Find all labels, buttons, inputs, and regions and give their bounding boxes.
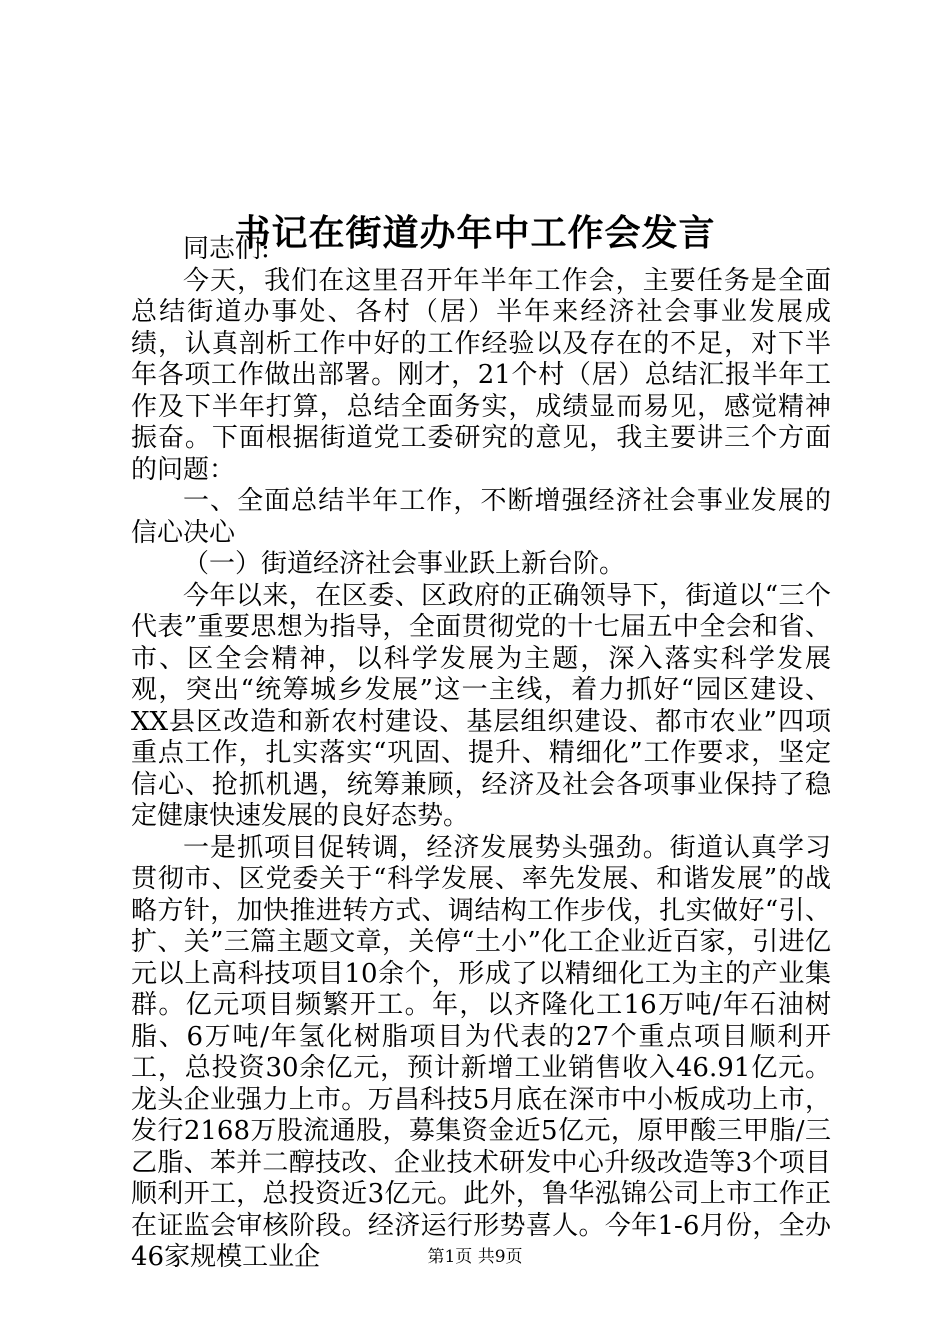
page-footer: 第1页 共9页: [427, 1247, 523, 1267]
salutation: 同志们:: [183, 234, 270, 264]
document-title: 书记在街道办年中工作会发言: [234, 212, 716, 255]
subsection-heading-1: （一）街道经济社会事业跃上新台阶。: [183, 549, 626, 579]
section-heading-1: 一、全面总结半年工作，不断增强经济社会事业发展的信心决心: [131, 486, 831, 548]
paragraph-intro: 今天，我们在这里召开年半年工作会，主要任务是全面总结街道办事处、各村（居）半年来经济社会事业发展成绩，认真剖析工作中好的工作经验以及存在的不足，对下半年各项工作做出部署。刚才，21个村（居）总结汇报半年工作及下半年打算，总结全面务实，成绩显而易见，感觉精神振奋。下面根据街道党工委研究的意见，我主要讲三个方面的问题：: [131, 265, 831, 485]
paragraph-overview: 今年以来，在区委、区政府的正确领导下，街道以“三个代表”重要思想为指导，全面贯彻党的十七届五中全会和省、市、区全会精神，以科学发展为主题，深入落实科学发展观，突出“统筹城乡发展”这一主线，着力抓好“园区建设、XX县区改造和新农村建设、基层组织建设、都市农业”四项重点工作，扎实落实“巩固、提升、精细化”工作要求，坚定信心、抢抓机遇，统筹兼顾，经济及社会各项事业保持了稳定健康快速发展的良好态势。: [131, 580, 831, 831]
document-body: [131, 234, 831, 1274]
paragraph-projects: 一是抓项目促转调，经济发展势头强劲。街道认真学习贯彻市、区党委关于“科学发展、率先发展、和谐发展”的战略方针，加快推进转方式、调结构工作步伐，扎实做好“引、扩、关”三篇主题文章，关停“土小”化工企业近百家，引进亿元以上高科技项目10余个，形成了以精细化工为主的产业集群。亿元项目频繁开工。年，以齐隆化工16万吨/年石油树脂、6万吨/年氢化树脂项目为代表的27个重点项目顺利开工，总投资30余亿元，预计新增工业销售收入46.91亿元。龙头企业强力上市。万昌科技5月底在深市中小板成功上市，发行2168万股流通股，募集资金近5亿元，原甲酸三甲脂/三乙脂、苯并二醇技改、企业技术研发中心升级改造等3个项目顺利开工，总投资近3亿元。此外，鲁华泓锦公司上市工作正在证监会审核阶段。经济运行形势喜人。今年1-6月份，全办46家规模工业企: [131, 832, 831, 1272]
